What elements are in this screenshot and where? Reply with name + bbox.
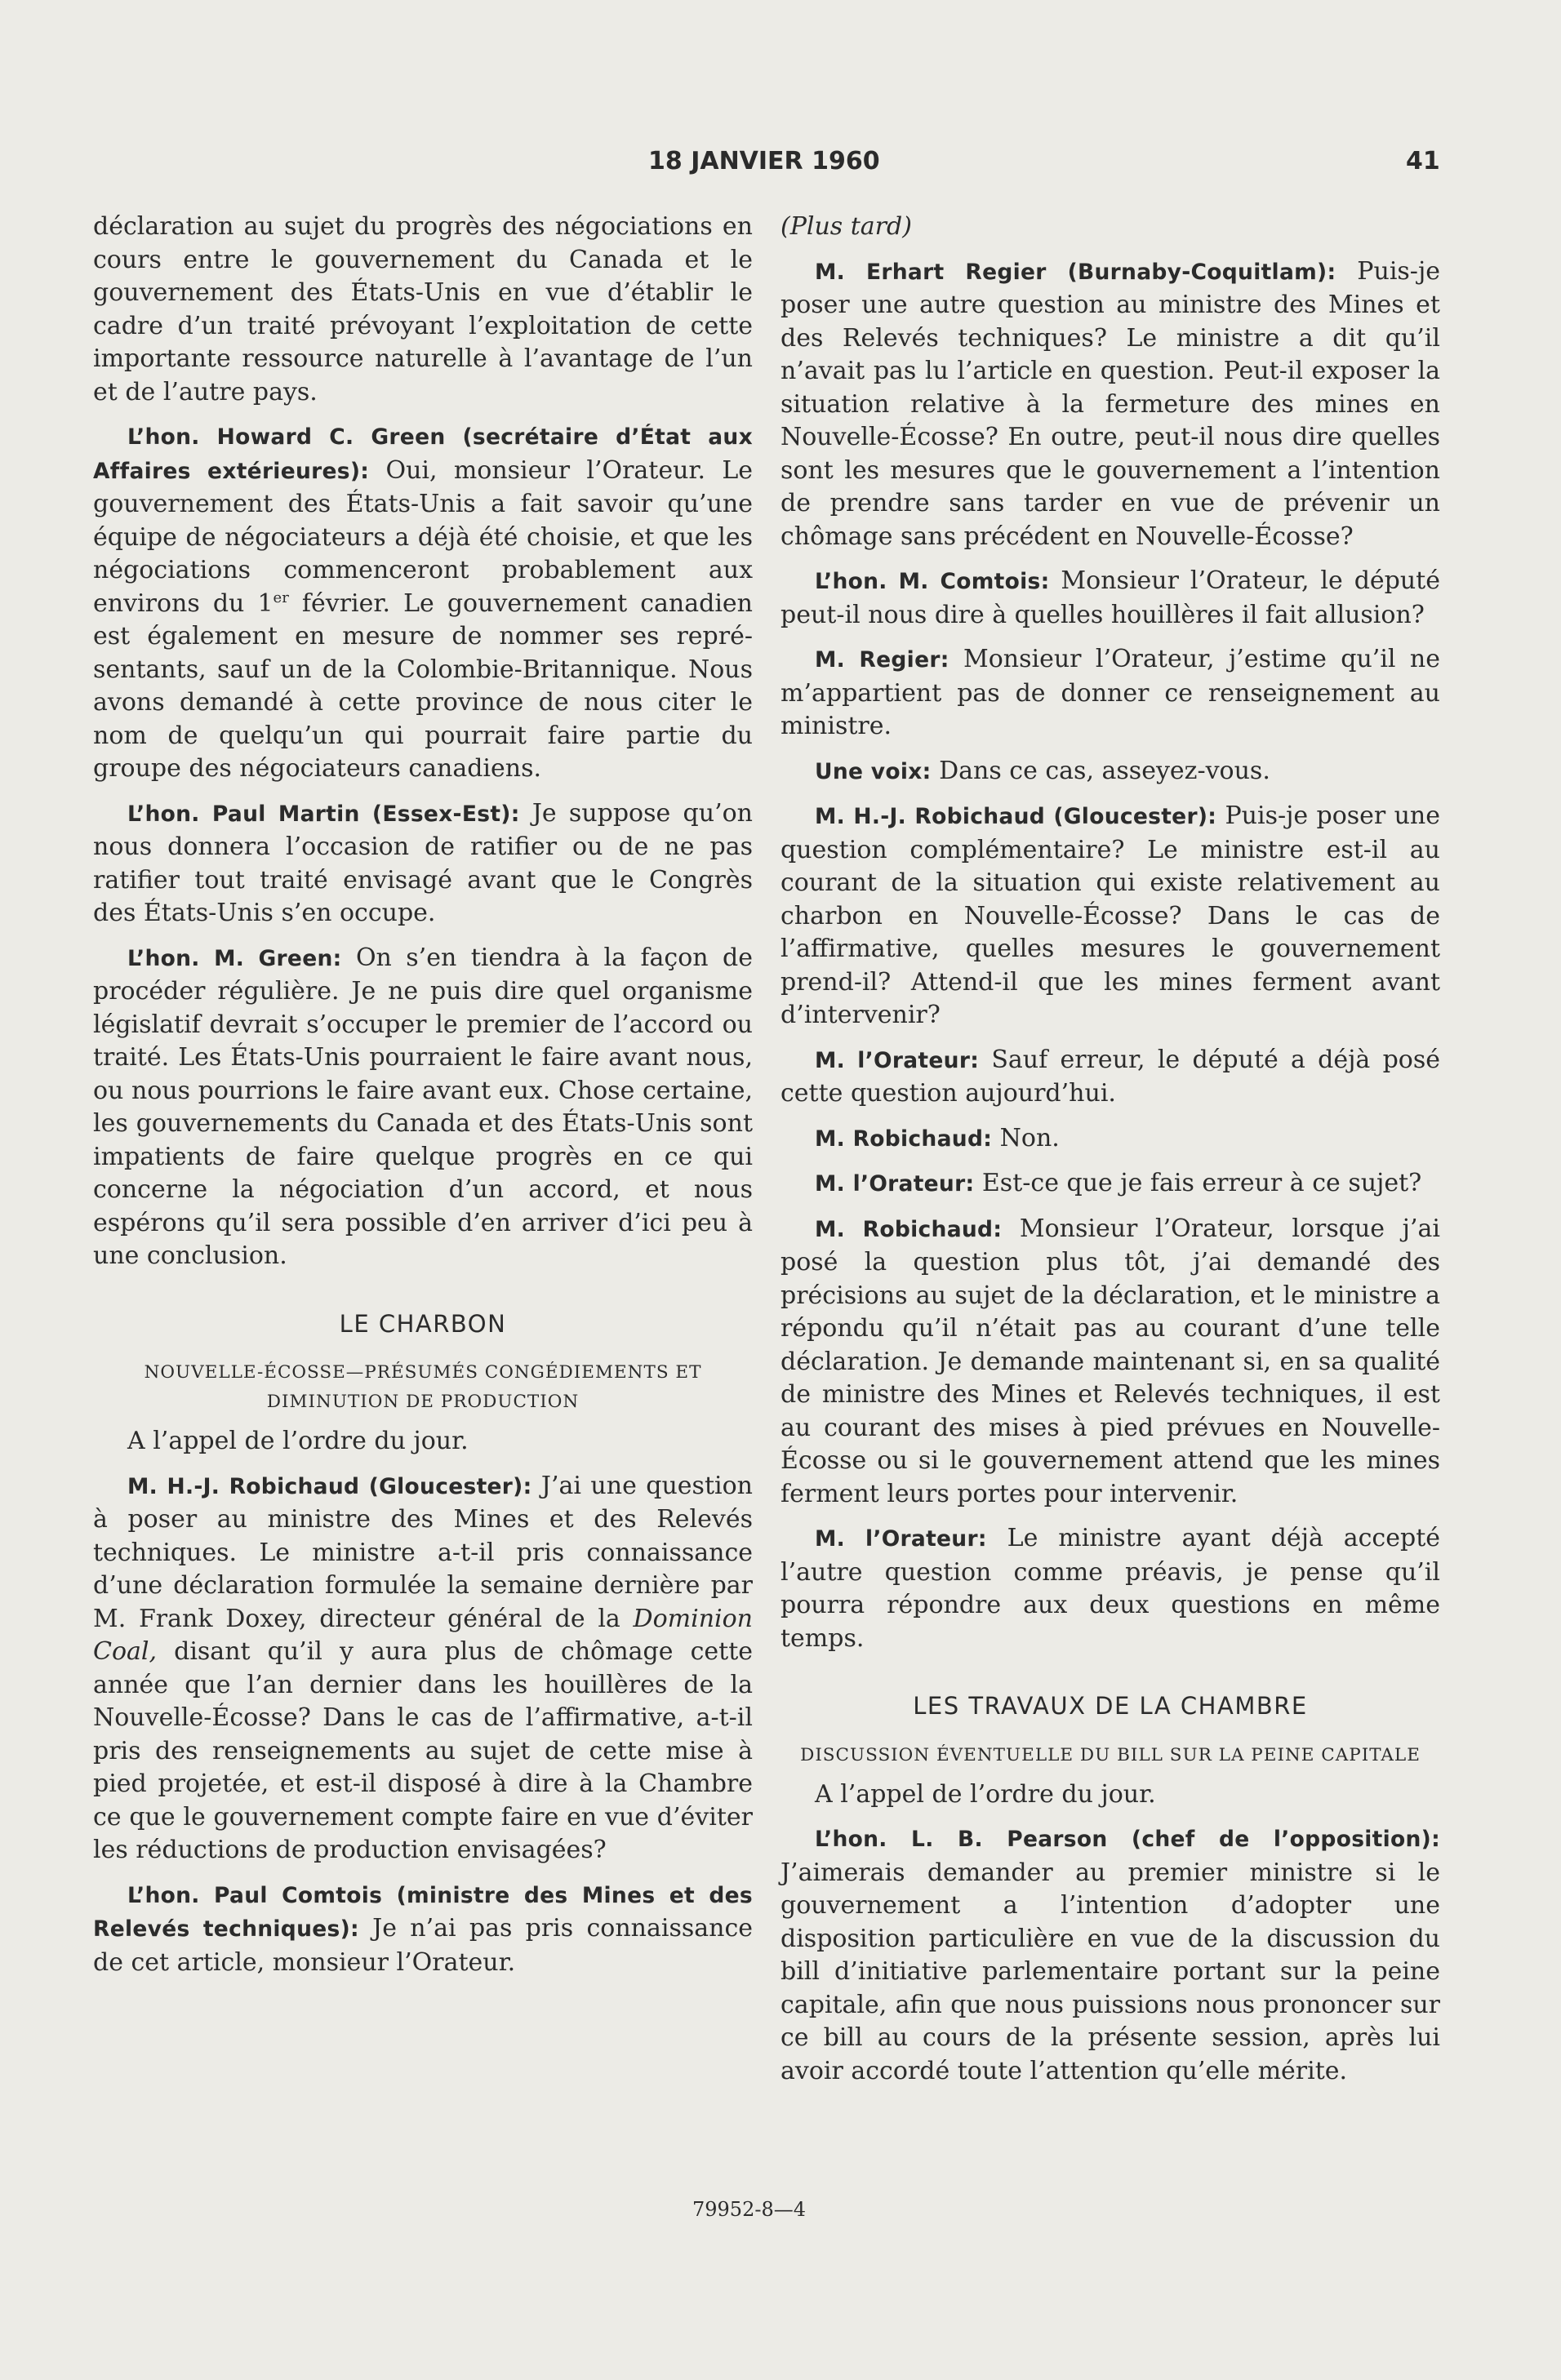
speaker-name: M. Regier: (815, 647, 949, 673)
paragraph (780, 255, 1440, 554)
paragraph: A l’appel de l’ordre du jour. (127, 1427, 469, 1455)
speaker-name: Une voix: (815, 758, 932, 784)
speech-text: Oui, monsieur l’Orateur. Le gouvernement des États-Unis a fait savoir qu’une équipe de négociateurs a déjà été choisie, et que les négociations commenceront probablement aux environs du 1 (93, 455, 753, 618)
paragraph (780, 211, 1440, 244)
paragraph (780, 1044, 1440, 1111)
speaker-name: L’hon. Paul Comtois (ministre des Mines et des Relevés techniques): (93, 1882, 753, 1942)
italic-text: Dominion Coal, (93, 1604, 753, 1666)
speech-text: disant qu’il y aura plus de chômage cette année que l’an dernier dans les houillères de la Nouvelle-Écosse? Dans le cas de l’affirmative, a-t-il pris des renseignements au sujet de cette mise à pied projetée, et est-il disposé à dire à la Chambre ce que le gouvernement compte faire en vue d’éviter les réductions de production envisagées? (93, 1637, 753, 1864)
speech-text: Je n’ai pas pris connaissance de cet article, monsieur l’Orateur. (93, 1914, 753, 1977)
speech-text: Dans ce cas, asseyez-vous. (931, 756, 1270, 785)
speaker-name: M. l’Orateur: (815, 1047, 980, 1073)
running-header (0, 147, 1561, 180)
paragraph (780, 1167, 1440, 1201)
speaker-name: M. l’Orateur: (815, 1171, 975, 1197)
paragraph (780, 1122, 1440, 1157)
speech-text: Puis-je poser une autre question au ministre des Mines et des Relevés techniques? Le ministre a dit qu’il n’avait pas lu l’article en question. Peut-il exposer la situation relative à la fermeture des mines en Nouvelle-Écosse? En outre, peut-il nous dire quelles sont les mesures que le gouvernement a l’intention de prendre sans tarder en vue de prévenir un chômage sans précédent en Nouvelle-Écosse? (780, 256, 1440, 551)
speech-text: Sauf erreur, le député a déjà posé cette question aujourd’hui. (780, 1045, 1440, 1108)
speech-text: février. Le gouvernement canadien est également en mesure de nommer ses représentants, sauf un de la Colombie-Britannique. Nous avons demandé à cette province de nous citer le nom de quelqu’un qui pourrait faire partie du groupe des négociateurs canadiens. (93, 588, 754, 783)
paragraph: A l’appel de l’ordre du jour. (815, 1779, 1156, 1809)
paragraph: déclaration au sujet du progrès des négociations en cours entre le gouvernement du Canada et le gouvernement des États-Unis en vue d’établir le cadre d’un traité prévoyant l’exploitation de cette importante ressource naturelle à l’avantage de l’un et de l’autre pays. (93, 212, 753, 406)
speaker-name: M. Robichaud: (815, 1216, 1003, 1242)
speaker-name: L’hon. Howard C. Green (secrétaire d’État aux Affaires extérieures): (93, 424, 753, 484)
section-subheading: NOUVELLE-ÉCOSSE—PRÉSUMÉS CONGÉDIEMENTS ET DIMINUTION DE PRODUCTION (144, 1362, 702, 1412)
paragraph (93, 420, 753, 786)
speech-text: J’aimerais demander au premier ministre si le gouvernement a l’intention d’adopter une disposition particulière en vue de la discussion du bill d’initiative parlementaire portant sur la peine capitale, afin que nous puissions nous prononcer sur ce bill au cours de la présente session, après lui avoir accordé toute l’attention qu’elle mérite. (780, 1858, 1440, 2085)
speaker-name: M. H.-J. Robichaud (Gloucester): (127, 1473, 532, 1499)
paragraph (780, 1213, 1440, 1512)
speech-text: J’ai une question à poser au ministre des Mines et des Relevés techniques. Le ministre a-t-il pris connaissance d’une déclaration formulée la semaine dernière par M. Frank Doxey, directeur général de la (93, 1471, 753, 1633)
speech-text: Est-ce que je fais erreur à ce sujet? (974, 1169, 1422, 1197)
right-column (780, 211, 1440, 2099)
speech-text: Non. (992, 1123, 1060, 1152)
header-date: 18 JANVIER 1960 (648, 147, 880, 175)
paragraph (93, 797, 753, 930)
section-heading: LE CHARBON (339, 1309, 507, 1338)
paragraph (93, 1470, 753, 1867)
paragraph (93, 1879, 753, 1980)
superscript: er (273, 588, 289, 606)
speaker-name: M. l’Orateur: (815, 1526, 987, 1552)
paragraph (780, 755, 1440, 789)
left-column (93, 211, 753, 1991)
speaker-name: L’hon. M. Green: (127, 945, 342, 971)
speech-text: Je suppose qu’on nous donnera l’occasion de ratifier ou de ne pas ratifier tout traité envisagé avant que le Congrès des États-Unis s’en occupe. (93, 798, 753, 927)
speech-text: Monsieur l’Orateur, le député peut-il nous dire à quelles houillères il fait allusion? (780, 566, 1440, 629)
speaker-name: L’hon. Paul Martin (Essex-Est): (127, 801, 520, 827)
speaker-name: M. H.-J. Robichaud (Gloucester): (815, 804, 1217, 829)
speaker-name: L’hon. M. Comtois: (815, 569, 1050, 594)
speaker-name: M. Robichaud: (815, 1126, 993, 1152)
speech-text: Puis-je poser une question complémentaire? Le ministre est-il au courant de la situation qui existe relativement au charbon en Nouvelle-Écosse? Dans le cas de l’affirmative, quelles mesures le gouvernement prend-il? Attend-il que les mines ferment avant d’intervenir? (780, 801, 1440, 1029)
section-heading: LES TRAVAUX DE LA CHAMBRE (913, 1692, 1308, 1720)
footer-code: 79952-8—4 (692, 2198, 806, 2221)
speaker-name: M. Erhart Regier (Burnaby-Coquitlam): (815, 259, 1336, 285)
paragraph (780, 1823, 1440, 2088)
italic-text: (Plus tard) (780, 212, 912, 241)
page-number: 41 (1406, 147, 1440, 175)
paragraph (780, 1522, 1440, 1655)
paragraph (780, 565, 1440, 632)
paragraph (780, 643, 1440, 744)
speaker-name: L’hon. L. B. Pearson (chef de l’opposition): (815, 1827, 1440, 1852)
paragraph (780, 800, 1440, 1032)
section-subheading: DISCUSSION ÉVENTUELLE DU BILL SUR LA PEINE CAPITALE (800, 1744, 1421, 1765)
speech-text: Monsieur l’Orateur, lorsque j’ai posé la question plus tôt, j’ai demandé des précisions au sujet de la déclaration, et le ministre a répondu qu’il n’était pas au courant d’une telle déclaration. Je demande maintenant si, en sa qualité de ministre des Mines et Relevés techniques, il est au courant des mises à pied prévues en Nouvelle-Écosse ou si le gouvernement attend que les mines ferment leurs portes pour intervenir. (780, 1214, 1440, 1508)
speech-text: Le ministre ayant déjà accepté l’autre question comme préavis, je pense qu’il pourra répondre aux deux questions en même temps. (780, 1524, 1440, 1653)
speech-text: Monsieur l’Orateur, j’estime qu’il ne m’appartient pas de donner ce renseignement au ministre. (780, 645, 1440, 740)
paragraph (93, 942, 753, 1273)
speech-text: On s’en tiendra à la façon de procéder régulière. Je ne puis dire quel organisme législatif devrait s’occuper le premier de l’accord ou traité. Les États-Unis pourraient le faire avant nous, ou nous pourrions le faire avant eux. Chose certaine, les gouvernements du Canada et des États-Unis sont impatients de faire quelque progrès en ce qui concerne la négociation d’un accord, et nous espérons qu’il sera possible d’en arriver d’ici peu à une conclusion. (93, 943, 753, 1270)
